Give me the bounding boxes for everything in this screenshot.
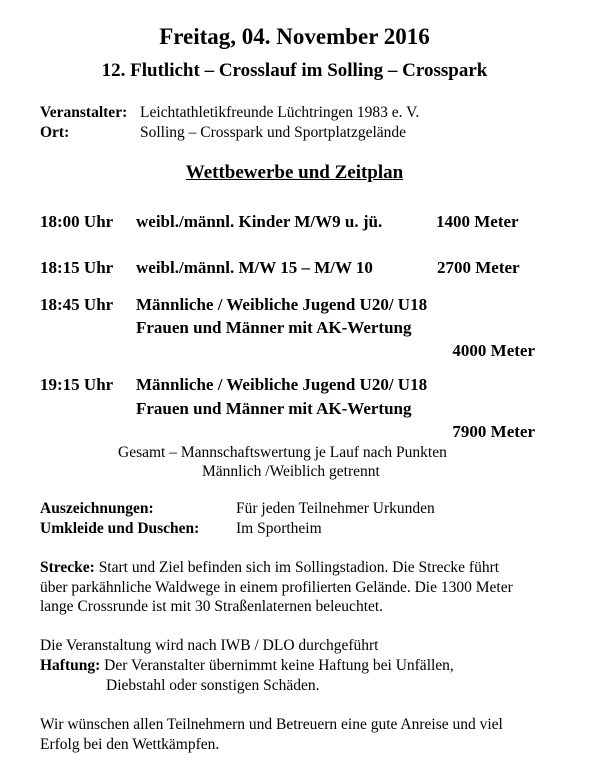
- liability-line1: [40, 657, 454, 675]
- schedule-category: weibl./männl. Kinder M/W9 u. jü.: [136, 212, 383, 231]
- organizer-value: Leichtathletikfreunde Lüchtringen 1983 e. V.: [140, 104, 420, 121]
- organizer-label: Veranstalter:: [40, 104, 128, 121]
- schedule-time: 18:15 Uhr: [40, 258, 114, 277]
- schedule-distance: 7900 Meter: [452, 422, 535, 441]
- schedule-heading: Wettbewerbe und Zeitplan: [185, 162, 404, 183]
- event-date-title: Freitag, 04. November 2016: [159, 24, 430, 49]
- schedule-time: 18:45 Uhr: [40, 295, 114, 314]
- closing-line1: Wir wünschen allen Teilnehmern und Betreuern eine gute Anreise und viel: [40, 716, 503, 733]
- course-paragraph-line3: lange Crossrunde ist mit 30 Straßenlaternen beleuchtet.: [40, 598, 384, 615]
- schedule-time: 19:15 Uhr: [40, 375, 114, 394]
- liability-line2: Diebstahl oder sonstigen Schäden.: [106, 677, 320, 694]
- location-value: Solling – Crosspark und Sportplatzgelände: [140, 124, 407, 141]
- closing-line2: Erfolg bei den Wettkämpfen.: [40, 736, 220, 753]
- schedule-category: weibl./männl. M/W 15 – M/W 10: [136, 258, 373, 277]
- schedule-distance: 2700 Meter: [437, 258, 520, 277]
- liability-text: Der Veranstalter übernimmt keine Haftung bei Unfällen,: [104, 657, 454, 674]
- schedule-category-line2: Frauen und Männer mit AK-Wertung: [136, 399, 412, 418]
- conduct-note: Die Veranstaltung wird nach IWB / DLO durchgeführt: [40, 637, 379, 654]
- schedule-category-line2: Frauen und Männer mit AK-Wertung: [136, 318, 412, 337]
- location-label: Ort:: [40, 124, 70, 141]
- schedule-time: 18:00 Uhr: [40, 212, 114, 231]
- course-paragraph-line2: über parkähnliche Waldwege in einem profilierten Gelände. Die 1300 Meter: [40, 579, 513, 596]
- awards-value: Für jeden Teilnehmer Urkunden: [236, 500, 435, 517]
- schedule-category: Männliche / Weibliche Jugend U20/ U18: [136, 375, 428, 394]
- course-label: Strecke:: [40, 559, 95, 576]
- schedule-distance: 1400 Meter: [436, 212, 519, 231]
- awards-label: Auszeichnungen:: [40, 500, 154, 517]
- team-scoring-note: Gesamt – Mannschaftswertung je Lauf nach Punkten: [118, 444, 447, 461]
- schedule-distance: 4000 Meter: [452, 341, 535, 360]
- liability-label: Haftung:: [40, 657, 101, 674]
- schedule-category: Männliche / Weibliche Jugend U20/ U18: [136, 295, 428, 314]
- changing-label: Umkleide und Duschen:: [40, 520, 200, 537]
- course-paragraph-line1: [40, 559, 499, 577]
- course-text: Start und Ziel befinden sich im Sollingstadion. Die Strecke führt: [98, 559, 500, 576]
- event-name-title: 12. Flutlicht – Crosslauf im Solling – Crosspark: [101, 60, 488, 81]
- team-scoring-note-line2: Männlich /Weiblich getrennt: [202, 463, 380, 480]
- changing-value: Im Sportheim: [236, 520, 322, 537]
